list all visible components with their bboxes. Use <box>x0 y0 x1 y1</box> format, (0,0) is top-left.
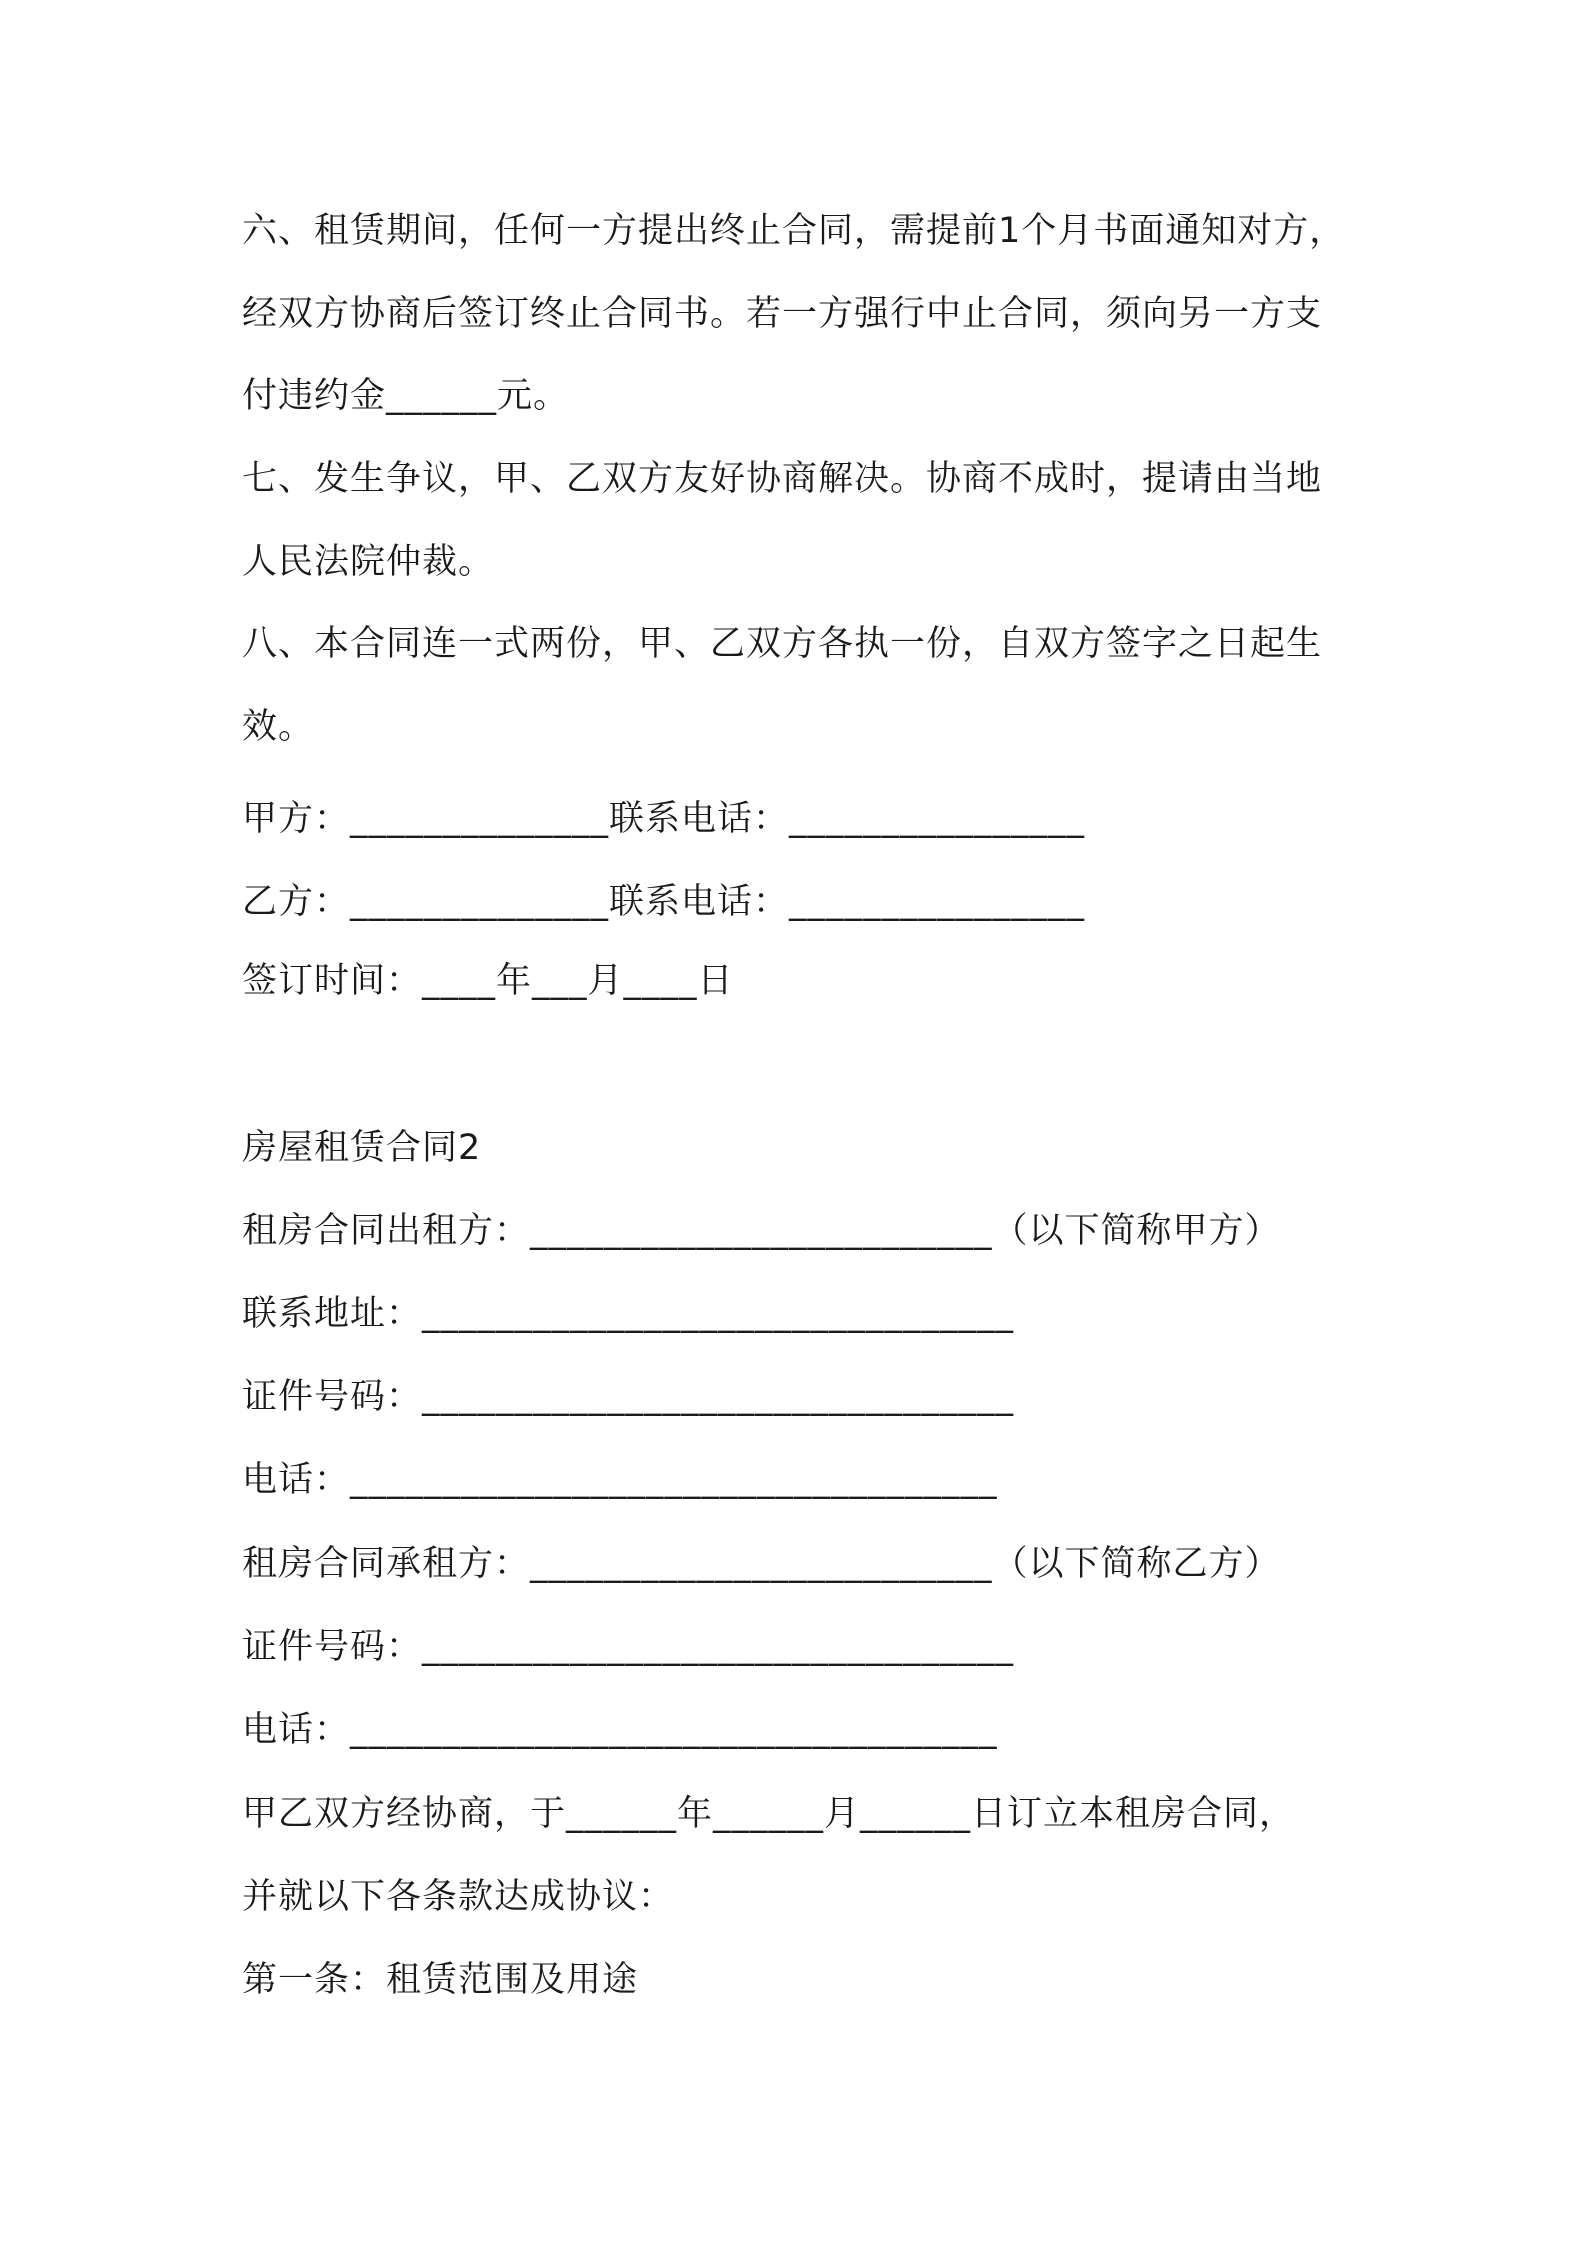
lessee-line: 租房合同承租方：_________________________（以下简称乙方） <box>242 1544 1281 1584</box>
clause-6-line-1: 六、租赁期间，任何一方提出终止合同，需提前1个月书面通知对方， <box>242 211 1346 251</box>
section-title: 房屋租赁合同2 <box>242 1128 482 1168</box>
id-number-line-a: 证件号码：________________________________ <box>242 1377 1015 1417</box>
clause-7-line-1: 七、发生争议，甲、乙双方友好协商解决。协商不成时，提请由当地 <box>242 459 1323 499</box>
lessor-line: 租房合同出租方：_________________________（以下简称甲方） <box>242 1211 1281 1251</box>
agreement-line-2: 并就以下各条款达成协议： <box>242 1877 675 1917</box>
party-b-signature-line: 乙方：______________联系电话：________________ <box>242 882 1086 922</box>
signing-date-line: 签订时间：____年___月____日 <box>242 961 734 1001</box>
clause-7-line-2: 人民法院仲裁。 <box>242 542 495 582</box>
clause-8-line-1: 八、本合同连一式两份，甲、乙双方各执一份，自双方签字之日起生 <box>242 624 1323 664</box>
phone-line-b: 电话：___________________________________ <box>242 1710 998 1750</box>
article-1-heading: 第一条：租赁范围及用途 <box>242 1960 639 2000</box>
clause-6-line-3: 付违约金______元。 <box>242 376 570 416</box>
clause-8-line-2: 效。 <box>242 707 315 747</box>
party-a-signature-line: 甲方：______________联系电话：________________ <box>242 799 1086 839</box>
phone-line-a: 电话：___________________________________ <box>242 1460 998 1500</box>
agreement-line-1: 甲乙双方经协商，于______年______月______日订立本租房合同， <box>242 1794 1296 1834</box>
address-line: 联系地址：________________________________ <box>242 1294 1015 1334</box>
clause-6-line-2: 经双方协商后签订终止合同书。若一方强行中止合同，须向另一方支 <box>242 294 1323 334</box>
id-number-line-b: 证件号码：________________________________ <box>242 1627 1015 1667</box>
